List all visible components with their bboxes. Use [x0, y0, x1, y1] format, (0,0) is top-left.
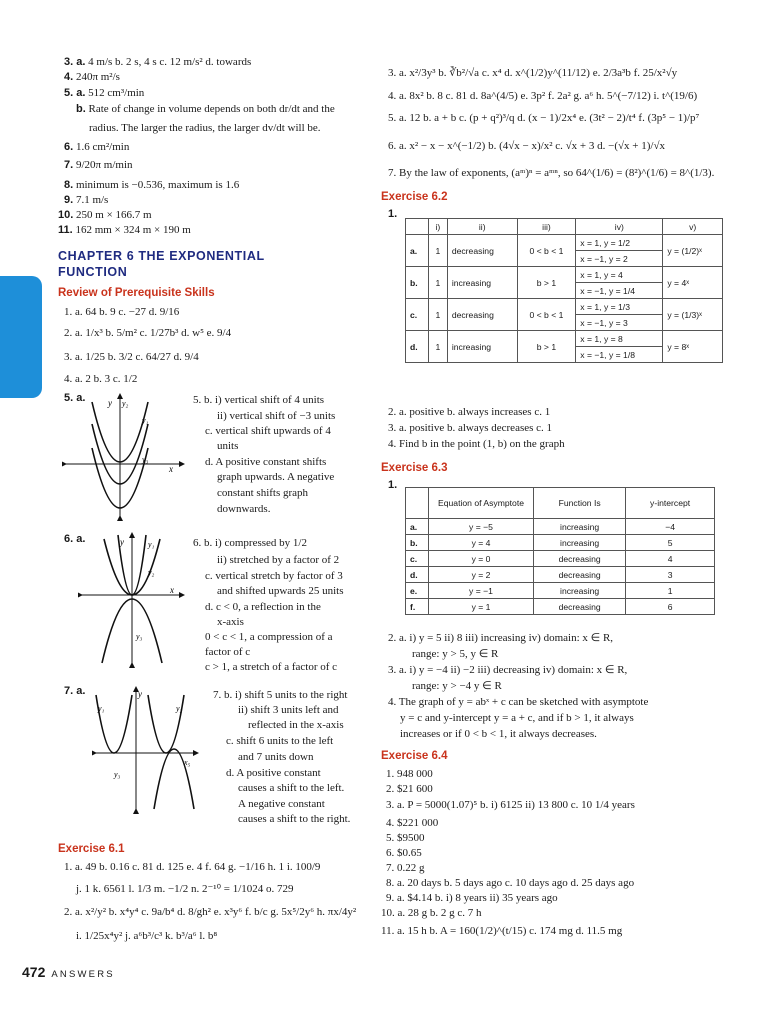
answer-line: 8. minimum is −0.536, maximum is 1.6 [64, 179, 240, 191]
table-row: a. 1 decreasing 0 < b < 1 x = 1, y = 1/2 y = (1/2)ˣ [406, 235, 723, 251]
table-row: e. y = −1 increasing 1 [406, 583, 715, 599]
answer-line: 7. 9/20π m/min [64, 159, 133, 171]
table-row: b. y = 4 increasing 5 [406, 535, 715, 551]
answer-line: 1. a. 64 b. 9 c. −27 d. 9/16 [64, 306, 180, 318]
answer-line: 10. 250 m × 166.7 m [58, 209, 152, 221]
table-row: a. y = −5 increasing −4 [406, 519, 715, 535]
answer-line: 4. a. 2 b. 3 c. 1/2 [64, 373, 138, 385]
answer-line: 4. 240π m²/s [64, 71, 120, 83]
table-row: d. 1 increasing b > 1 x = 1, y = 8 y = 8ˣ [406, 331, 723, 347]
question-label: 5. a. [64, 392, 86, 404]
svg-text:y₂: y₂ [148, 568, 155, 577]
table-row: f. y = 1 decreasing 6 [406, 599, 715, 615]
graph-q6-vertical-stretches [78, 531, 188, 669]
axis-label-y: y [108, 398, 112, 408]
svg-text:y₁: y₁ [148, 540, 155, 549]
svg-text:x: x [170, 585, 174, 595]
exercise-6-4-heading: Exercise 6.4 [381, 750, 448, 762]
answer-line: radius. The larger the radius, the larger dv/dt will be. [89, 122, 321, 134]
table-row: c. y = 0 decreasing 4 [406, 551, 715, 567]
svg-text:y₃: y₃ [142, 455, 149, 464]
chapter-title: CHAPTER 6 THE EXPONENTIAL FUNCTION [58, 249, 265, 279]
exercise-6-3-heading: Exercise 6.3 [381, 462, 448, 474]
answer-line: 5. a. 512 cm³/min [64, 87, 145, 99]
exercise-6-3-table: Equation of Asymptote Function Is y-intercept a. y = −5 increasing −4 b. y = 4 increasing 5 c. y = 0 decreasing 4 d. y = 2 decreasing 3 e. y = −1 increasing 1 f. y = 1 decreasing 6 [405, 487, 715, 615]
page-footer [22, 964, 115, 980]
answer-line: b. Rate of change in volume depends on both dr/dt and the [76, 103, 335, 115]
graph-q7-horizontal-shifts [92, 685, 202, 815]
footer-label: ANSWERS [51, 969, 115, 980]
chapter-tab-marker [0, 276, 42, 398]
table-row: b. 1 increasing b > 1 x = 1, y = 4 y = 4ˣ [406, 267, 723, 283]
answer-line: 9. 7.1 m/s [64, 194, 109, 206]
answer-line: 6. 1.6 cm²/min [64, 141, 130, 153]
graph-q5-vertical-shifts [62, 392, 190, 522]
svg-text:x₅: x₅ [184, 758, 191, 767]
svg-text:y: y [138, 689, 142, 699]
answer-line: 3. a. 1/25 b. 3/2 c. 64/27 d. 9/4 [64, 351, 199, 363]
exercise-6-2-table: i) ii) iii) iv) v) a. 1 decreasing 0 < b < 1 x = 1, y = 1/2 y = (1/2)ˣ x = −1, y = 2 b. 1 increasing b > 1 x = 1, y = 4 y = 4ˣ x = −1, y = 1/4 c. 1 decreasing 0 < b < 1 x = 1, y = 1/3 y = (1/3)ˣ x = −1, y = 3 d. 1 increasing b > 1 x = 1, y = 8 y = 8ˣ x = −1, y = 1/8 [405, 218, 723, 363]
page-number: 472 [22, 964, 46, 980]
svg-text:y₂: y₂ [176, 704, 183, 713]
svg-text:y: y [120, 537, 124, 547]
exercise-6-2-heading: Exercise 6.2 [381, 191, 448, 203]
svg-text:y₃: y₃ [114, 770, 121, 779]
answer-line: 3. a. 4 m/s b. 2 s, 4 s c. 12 m/s² d. towards [64, 56, 252, 68]
answer-line: 11. 162 mm × 324 m × 190 m [58, 224, 191, 236]
svg-text:y₁: y₁ [98, 704, 105, 713]
answer-line: 2. a. 1/x³ b. 5/m² c. 1/27b³ d. w⁵ e. 9/4 [64, 327, 232, 339]
svg-text:y₃: y₃ [136, 632, 143, 641]
question-label: 6. a. [64, 533, 86, 545]
exercise-6-1-heading: Exercise 6.1 [58, 843, 125, 855]
review-heading: Review of Prerequisite Skills [58, 287, 215, 299]
svg-text:x: x [169, 464, 173, 474]
table-row: c. 1 decreasing 0 < b < 1 x = 1, y = 1/3 y = (1/3)ˣ [406, 299, 723, 315]
svg-text:y₁: y₁ [142, 416, 149, 425]
svg-text:y₂: y₂ [122, 399, 129, 408]
table-row: d. y = 2 decreasing 3 [406, 567, 715, 583]
question-label: 7. a. [64, 685, 86, 697]
